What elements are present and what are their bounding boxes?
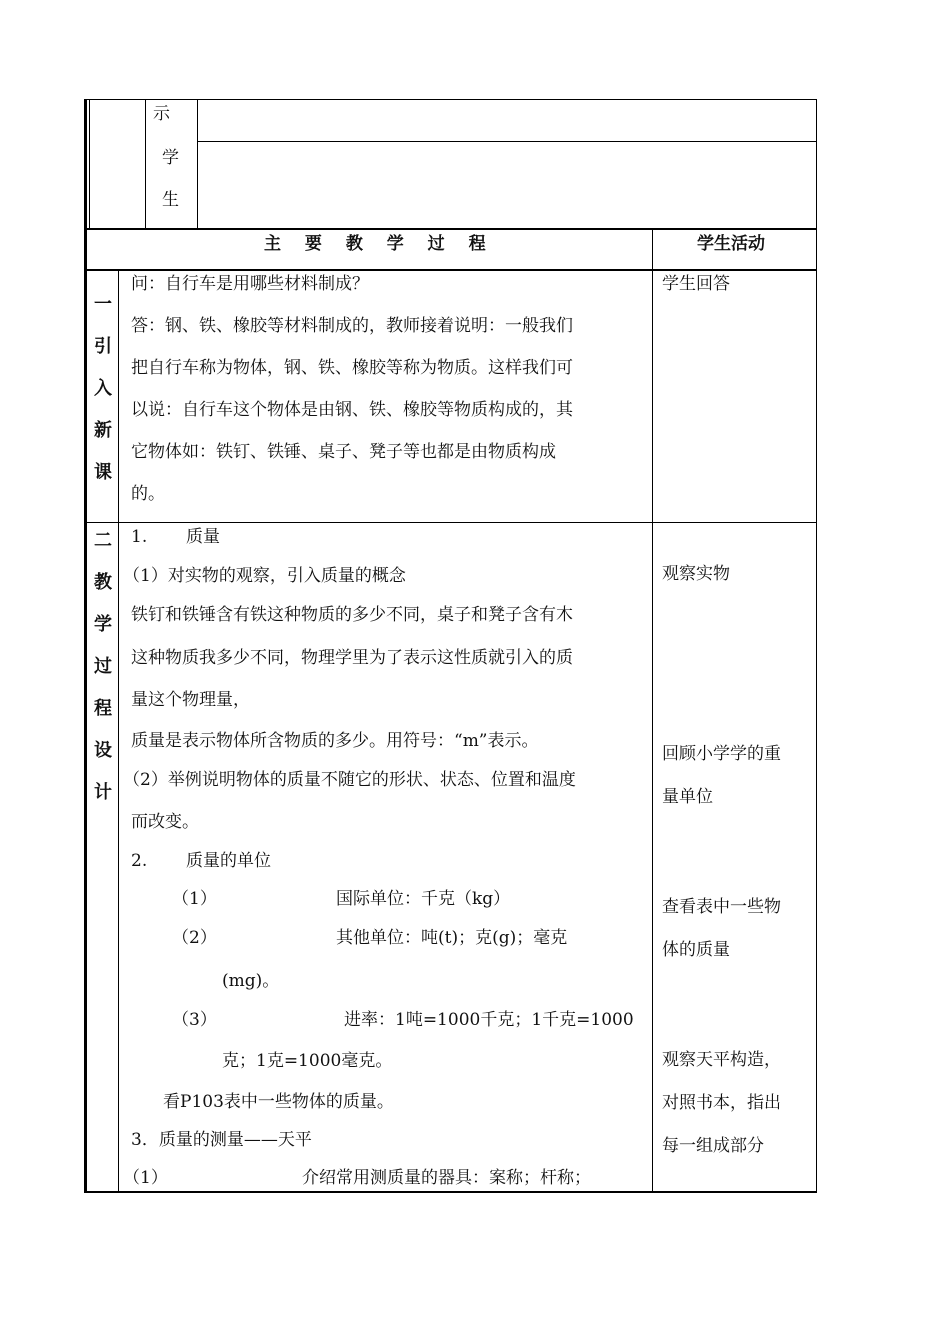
activity-check-line: 体的质量	[662, 940, 730, 960]
section2-label-char: 程	[94, 698, 112, 719]
cell-shi: 示	[153, 104, 170, 124]
section2-label-char: 设	[94, 740, 112, 761]
item2-num: 2.	[131, 851, 148, 871]
unit2-num: （2）	[172, 928, 217, 948]
item1-para-line: 量这个物理量，	[131, 690, 250, 710]
header-student-activity: 学生活动	[697, 234, 765, 254]
border-top	[84, 99, 817, 100]
cell-sheng: 生	[162, 190, 179, 210]
item1-sub2-line: （2）举例说明物体的质量不随它的形状、状态、位置和温度	[123, 770, 576, 790]
activity-balance-line: 对照书本，指出	[662, 1093, 781, 1113]
section2-label-char: 计	[94, 782, 112, 803]
border-header-bottom	[84, 269, 817, 271]
section1-line: 答：钢、铁、橡胶等材料制成的，教师接着说明：一般我们	[131, 316, 573, 336]
header-main-process: 主 要 教 学 过 程	[264, 234, 490, 254]
section1-line: 以说：自行车这个物体是由钢、铁、橡胶等物质构成的，其	[131, 400, 573, 420]
section1-line: 问：自行车是用哪些材料制成？	[131, 274, 369, 294]
activity-check-line: 查看表中一些物	[662, 897, 781, 917]
activity-balance-line: 观察天平构造，	[662, 1050, 781, 1070]
item1-definition: 质量是表示物体所含物质的多少。用符号：“m”表示。	[131, 731, 539, 751]
section1-label-char: 新	[94, 420, 112, 441]
see-table: 看P103表中一些物体的质量。	[163, 1092, 394, 1112]
section2-label-char: 学	[94, 614, 112, 635]
item1-title: 质量	[186, 527, 220, 547]
border-section-divider	[84, 522, 817, 523]
activity-review-line: 量单位	[662, 787, 713, 807]
activity-answer: 学生回答	[662, 274, 730, 294]
border-left-double	[84, 99, 87, 1193]
border-header-top	[84, 228, 817, 230]
border-left-inner	[89, 99, 90, 229]
border-row-shi	[197, 141, 817, 142]
section1-label-char: 课	[94, 462, 112, 483]
tool-num: （1）	[123, 1168, 168, 1188]
border-col-a	[145, 99, 146, 228]
activity-observe: 观察实物	[662, 564, 730, 584]
item1-sub1: （1）对实物的观察，引入质量的概念	[123, 566, 406, 586]
section2-label-char: 过	[94, 656, 112, 677]
unit1-num: （1）	[172, 889, 217, 909]
unit1-text: 国际单位：千克（kg）	[336, 889, 511, 909]
section2-label-char: 教	[94, 572, 112, 593]
item1-para-line: 这种物质我多少不同，物理学里为了表示这性质就引入的质	[131, 648, 573, 668]
tool-text: 介绍常用测质量的器具：案称；杆称；	[302, 1168, 591, 1188]
section1-label-char: 一	[94, 294, 112, 315]
border-label-col	[118, 270, 119, 1193]
unit3-cont: 克；1克=1000毫克。	[222, 1051, 393, 1071]
item1-para-line: 铁钉和铁锤含有铁这种物质的多少不同，桌子和凳子含有木	[131, 605, 573, 625]
unit2-text: 其他单位：吨(t)；克(g)；毫克	[336, 928, 568, 948]
activity-review-line: 回顾小学学的重	[662, 744, 781, 764]
item2-title: 质量的单位	[186, 851, 271, 871]
section2-label-char: 二	[94, 530, 112, 551]
border-bottom	[84, 1191, 817, 1193]
unit2-cont: (mg)。	[222, 971, 280, 991]
item1-num: 1.	[131, 527, 148, 547]
item3-title: 3．质量的测量——天平	[131, 1130, 312, 1150]
border-col-b	[197, 99, 198, 228]
section1-line: 它物体如：铁钉、铁锤、桌子、凳子等也都是由物质构成	[131, 442, 556, 462]
border-activity-col	[652, 228, 653, 1193]
section1-label	[88, 284, 118, 494]
activity-balance-line: 每一组成部分	[662, 1136, 764, 1156]
item1-sub2-line: 而改变。	[131, 812, 199, 832]
border-right	[816, 99, 817, 1193]
section1-label-char: 入	[94, 378, 112, 399]
cell-xue: 学	[162, 148, 179, 168]
section1-line: 的。	[131, 484, 165, 504]
unit3-num: （3）	[172, 1010, 217, 1030]
section2-label	[88, 520, 118, 814]
unit3-text: 进率：1吨=1000千克；1千克=1000	[344, 1010, 634, 1030]
section1-label-char: 引	[94, 336, 112, 357]
section1-line: 把自行车称为物体，钢、铁、橡胶等称为物质。这样我们可	[131, 358, 573, 378]
